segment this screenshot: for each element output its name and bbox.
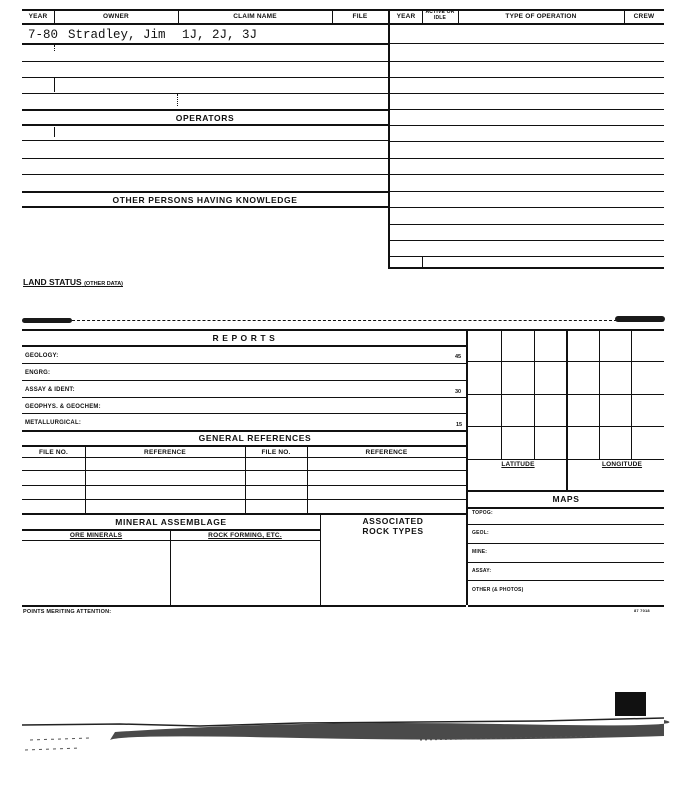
rule [468,507,664,509]
land-status-sub: (OTHER DATA) [84,281,123,287]
rule [466,329,468,605]
header-type-of-operation: TYPE OF OPERATION [505,13,577,20]
report-label-geology: GEOLOGY: [25,353,59,359]
rule [390,256,664,257]
scan-block [615,692,646,716]
maps-title: MAPS [552,494,580,504]
rule [468,562,664,563]
rule [85,445,86,513]
rule [22,93,388,94]
rule [177,94,178,106]
rule [22,457,466,458]
rule [170,529,171,605]
maps-mine: MINE: [472,549,488,555]
operators-label: OPERATORS [175,113,235,123]
rule [22,529,320,531]
rule [54,78,55,92]
associated-rock-types-title [320,516,466,536]
rule [468,490,664,492]
rule [54,127,55,137]
rule [22,445,466,447]
associated-line-2: ROCK TYPES [362,526,424,536]
entry-year: 7-80 [28,28,59,42]
header-file: FILE [352,13,368,20]
points-meriting-attention-label: POINTS MERITING ATTENTION: [23,609,112,615]
rule [22,124,388,126]
rule [22,363,466,364]
rule [22,540,320,541]
gr-header-reference-2: REFERENCE [365,449,408,456]
rule [22,206,388,208]
rule [22,397,466,398]
report-label-assay: ASSAY & IDENT: [25,387,75,393]
rule [390,158,664,159]
rule [22,43,388,45]
gr-header-file-no-2: FILE NO. [261,449,291,456]
rule [390,191,664,192]
report-num-assay: 30 [455,389,462,395]
rule [468,580,664,581]
longitude-label: LONGITUDE [601,461,643,468]
rule [22,413,466,414]
entry-claim-name: 1J, 2J, 3J [182,28,258,42]
rule [468,361,664,362]
scan-smear [22,318,72,323]
rule [22,174,388,175]
rule [468,524,664,525]
gr-header-reference-1: REFERENCE [144,449,186,456]
rule [22,191,388,193]
reports-title: R E P O R T S [212,333,276,343]
report-label-metallurgical: METALLURGICAL: [25,420,82,426]
rule [624,9,625,23]
rule [54,9,55,23]
rule [458,9,459,23]
rule [390,125,664,126]
rule [22,77,388,78]
header-claim-name: CLAIM NAME [233,13,277,20]
header-year: YEAR [28,13,48,20]
report-num-metallurgical: 15 [456,422,463,428]
rule [390,141,664,142]
gr-header-file-no-1: FILE NO. [38,449,69,456]
rule [22,345,466,347]
maps-geol: GEOL: [472,530,489,536]
header-active-or-idle: ACTIVE OR IDLE [425,9,455,21]
land-status-title: LAND STATUS [23,277,82,287]
rule [22,430,466,432]
rule [307,445,308,513]
rule [390,240,664,241]
rule [468,394,664,395]
mineral-assemblage-title: MINERAL ASSEMBLAGE [115,517,227,527]
rule [22,470,466,471]
rule [22,499,466,500]
rule [390,77,664,78]
header-owner: OWNER [103,13,129,20]
rule [390,174,664,175]
rule [388,9,390,267]
rule [22,158,388,159]
general-references-title: GENERAL REFERENCES [198,433,312,443]
rule [566,329,568,490]
scan-smear [615,316,665,322]
rule [390,93,664,94]
report-label-engrg: ENGRG: [25,370,51,376]
rule [22,109,388,111]
rule [22,61,388,62]
rule [468,543,664,544]
rock-forming-header: ROCK FORMING, ETC. [208,532,282,539]
rule [468,605,664,607]
rule [22,513,466,515]
maps-assay: ASSAY: [472,568,492,574]
rule [422,9,423,23]
rule [468,426,664,427]
entry-owner: Stradley, Jim [68,28,166,42]
rule [22,380,466,381]
rule [390,61,664,62]
rule [22,140,388,141]
rule [390,224,664,225]
rule [468,459,664,460]
rule [22,605,466,607]
latitude-label: LATITUDE [501,461,535,468]
rule [178,9,179,23]
rule [22,9,664,11]
report-label-geophys: GEOPHYS. & GEOCHEM: [25,404,101,410]
header-crew: CREW [633,13,655,20]
rule [22,23,664,25]
rule [332,9,333,23]
scan-speckle [25,738,90,750]
rule [22,485,466,486]
form-number: 87 7018 [634,608,650,613]
land-status-label [23,277,123,287]
rule [388,267,664,269]
rule [72,320,617,321]
other-persons-label: OTHER PERSONS HAVING KNOWLEDGE [112,195,298,205]
ore-minerals-header: ORE MINERALS [69,532,123,539]
maps-topog: TOPOG: [472,510,493,516]
rule [54,45,55,51]
maps-other: OTHER (& PHOTOS) [472,587,524,593]
scan-artifact-band [0,680,678,807]
rule [390,109,664,110]
report-num-geology: 45 [455,354,462,360]
header-year-right: YEAR [396,13,416,20]
rule [422,256,423,267]
rule [390,43,664,44]
associated-line-1: ASSOCIATED [362,516,424,526]
rule [390,207,664,208]
rule [245,445,246,513]
